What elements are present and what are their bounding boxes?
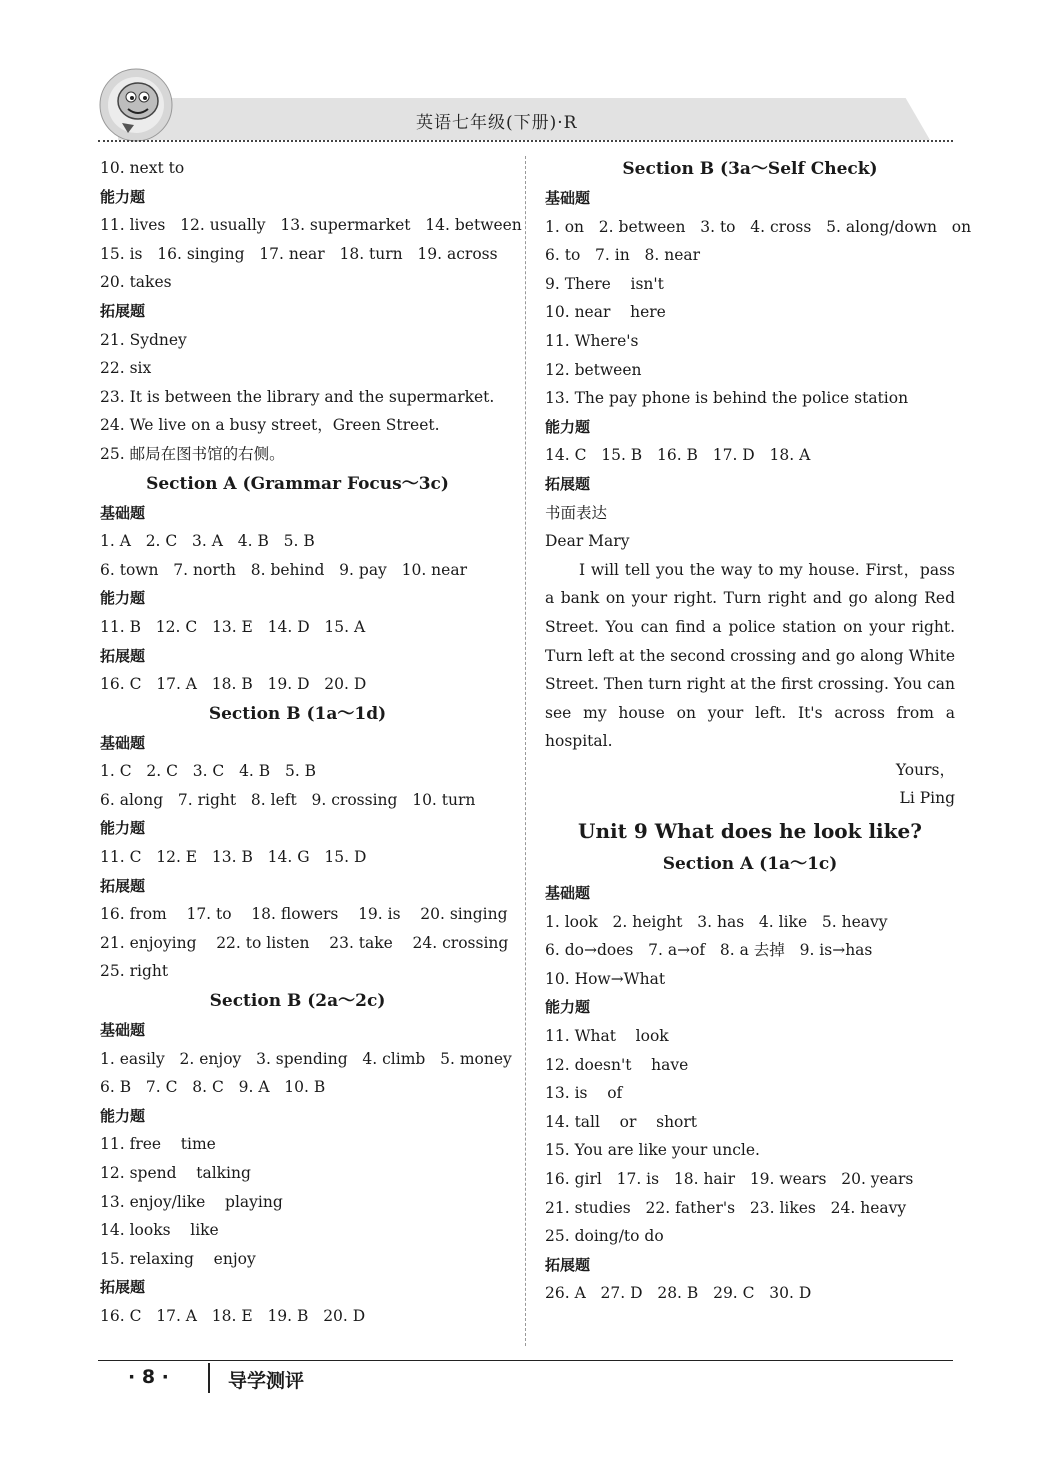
answer-line: 1. on 2. between 3. to 4. cross 5. along/down on [545,217,972,236]
category-label: 拓展题 [545,1255,591,1274]
category-label: 拓展题 [100,876,146,895]
footer-separator [208,1363,210,1393]
signature-line: Yours， [895,760,955,779]
mascot-logo-icon [98,65,176,143]
answer-line: 21. enjoying 22. to listen 23. take 24. crossing [100,933,509,952]
answer-line: 10. near here [545,303,666,322]
category-label: 拓展题 [100,646,146,665]
category-label: 拓展题 [545,474,591,493]
answer-line: 1. C 2. C 3. C 4. B 5. B [100,762,317,781]
answer-line: 16. from 17. to 18. flowers 19. is 20. singing [100,905,508,924]
footer-brand: 导学测评 [228,1370,305,1392]
answer-line: 11. C 12. E 13. B 14. G 15. D [100,848,367,867]
right-column [545,154,972,1308]
answer-line: 11. B 12. C 13. E 14. D 15. A [100,617,366,636]
category-label: 基础题 [100,503,146,522]
answer-line: 16. C 17. A 18. E 19. B 20. D [100,1306,366,1325]
category-label: 基础题 [100,1021,146,1040]
answer-line: 14. tall or short [545,1112,698,1131]
answer-line: Dear Mary [545,532,630,551]
answer-line: 15. You are like your uncle. [545,1141,760,1160]
answer-line: 1. easily 2. enjoy 3. spending 4. climb 5. money [100,1049,512,1068]
answer-line: 13. enjoy/like playing [100,1192,283,1211]
column-divider [525,156,526,1346]
header-title: 英语七年级(下册)·R [416,113,578,133]
header-divider [98,140,953,142]
page-number: · 8 · [128,1366,169,1388]
answer-line: 26. A 27. D 28. B 29. C 30. D [545,1284,812,1303]
answer-line: 25. doing/to do [545,1227,664,1246]
category-label: 能力题 [100,1106,146,1125]
category-label: 基础题 [545,884,591,903]
answer-line: 14. looks like [100,1221,219,1240]
answer-line: 12. between [545,360,642,379]
footer-divider [98,1360,953,1361]
category-label: 能力题 [100,187,146,206]
answer-line: 10. How→What [545,969,666,988]
section-heading: Section B (2a～2c) [209,991,386,1012]
answer-line: 11. Where's [545,331,639,350]
section-heading: Section A (Grammar Focus～3c) [146,473,449,494]
category-label: 能力题 [545,417,591,436]
answer-line: 15. is 16. singing 17. near 18. turn 19. across [100,244,498,263]
category-label: 能力题 [100,589,146,608]
answer-line: 15. relaxing enjoy [100,1249,256,1268]
category-label: 能力题 [545,998,591,1017]
answer-line: 16. C 17. A 18. B 19. D 20. D [100,675,367,694]
answer-line: 12. spend talking [100,1164,251,1182]
answer-line: 6. B 7. C 8. C 9. A 10. B [100,1078,326,1097]
answer-line: 6. along 7. right 8. left 9. crossing 10. turn [100,790,476,809]
answer-line: 21. Sydney [100,330,187,349]
answer-line: 20. takes [100,273,172,292]
answer-line: 13. The pay phone is behind the police station [545,389,909,408]
answer-line: 1. A 2. C 3. A 4. B 5. B [100,532,315,551]
answer-line: 书面表达 [545,503,608,522]
category-label: 拓展题 [100,301,146,320]
answer-line: 16. girl 17. is 18. hair 19. wears 20. years [545,1170,914,1188]
answer-line: 13. is of [545,1084,623,1103]
answer-line: 9. There isn't [545,274,664,293]
answer-line: 21. studies 22. father's 23. likes 24. heavy [545,1198,907,1217]
unit-heading: Unit 9 What does he look like? [578,819,922,844]
answer-line: 25. 邮局在图书馆的右侧。 [100,444,285,463]
answer-line: 25. right [100,962,169,981]
category-label: 拓展题 [100,1278,146,1297]
answer-line: 23. It is between the library and the supermarket. [100,387,495,406]
category-label: 能力题 [100,819,146,838]
left-column [100,154,522,1331]
category-label: 基础题 [545,189,591,207]
signature-line: Li Ping [899,789,955,808]
category-label: 基础题 [100,733,146,752]
answer-line: 1. look 2. height 3. has 4. like 5. heavy [545,912,888,931]
essay-paragraph: I will tell you the way to my house. First，pass a bank on your right. Turn right and go along Red Street. You can find a police station on your right. Turn left at the second crossing and go along White Street. Then turn right at the first crossing. You can see my house on your left. It's across from a hospital. [545,560,955,751]
answer-line: 6. town 7. north 8. behind 9. pay 10. near [100,560,467,579]
answer-line: 14. C 15. B 16. B 17. D 18. A [545,446,811,465]
answer-line: 11. What look [545,1027,669,1046]
section-heading: Section B (1a～1d) [208,703,387,724]
answer-line: 24. We live on a busy street，Green Street. [100,416,440,435]
answer-line: 12. doesn't have [545,1055,689,1074]
section-heading: Section A (1a～1c) [662,854,838,875]
answer-line: 22. six [100,359,152,378]
answer-line: 6. do→does 7. a→of 8. a 去掉 9. is→has [545,941,873,960]
answer-line: 11. free time [100,1135,216,1154]
section-heading: Section B (3a～Self Check) [622,159,878,179]
answer-line: 6. to 7. in 8. near [545,246,701,265]
answer-line: 11. lives 12. usually 13. supermarket 14. between [100,216,522,235]
answer-line: 10. next to [100,159,185,177]
